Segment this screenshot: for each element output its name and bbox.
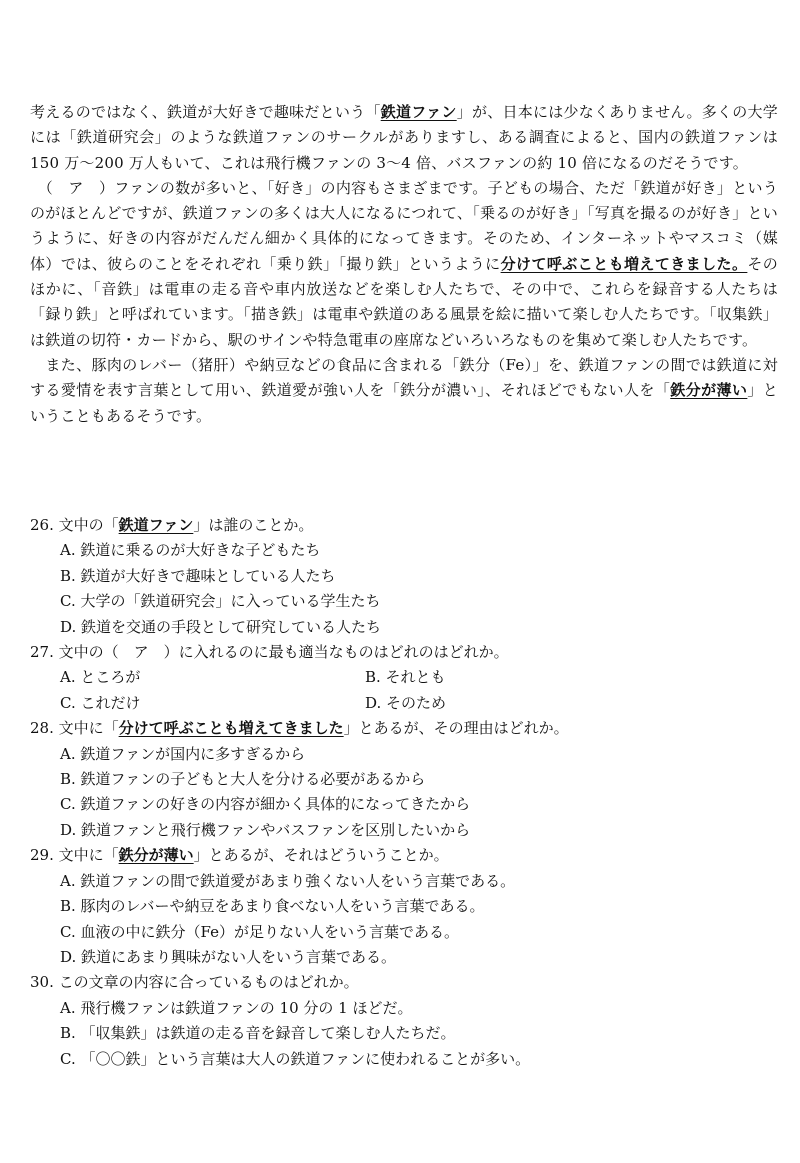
passage-text: そのほかに、「音鉄」は電車の走る音や車内放送などを楽しむ人たちで、その中で、これらを録音する人たちは「録り鉄」と呼ばれています。「描き鉄」は電車や鉄道のある風景を絵に描いて楽しむ人たちです。「収集鉄」は鉄道の切符・カードから、駅のサインや特急電車の座席などいろいろなものを集めて楽しむ人たちです。 (30, 254, 778, 349)
answer-option-b[interactable]: B. 「収集鉄」は鉄道の走る音を録音して楽しむ人たちだ。 (60, 1024, 456, 1043)
answer-option-a[interactable]: A. ところが (60, 668, 141, 687)
question-30 (30, 970, 778, 1072)
answer-option-a[interactable]: A. 鉄道ファンが国内に多すぎるから (60, 744, 306, 763)
question-stem (30, 716, 778, 741)
answer-option-c[interactable]: C. 大学の「鉄道研究会」に入っている学生たち (60, 592, 381, 611)
answer-option-b[interactable]: B. それとも (365, 668, 446, 687)
question-list (30, 513, 778, 1072)
answer-option-d[interactable]: D. そのため (365, 693, 447, 712)
question-stem (30, 843, 778, 868)
answer-option-a[interactable]: A. 鉄道に乗るのが大好きな子どもたち (60, 541, 321, 560)
answer-option-a[interactable]: A. 鉄道ファンの間で鉄道愛があまり強くない人をいう言葉である。 (60, 871, 516, 890)
underlined-phrase-tetsubun-ga-usui: 鉄分が薄い (670, 381, 748, 400)
question-stem: 30. この文章の内容に合っているものはどれか。 (30, 973, 359, 992)
passage-text: 」ということもあるそうです。 (30, 381, 778, 425)
passage-text: 」が、日本には少なくありません。多くの大学には「鉄道研究会」のような鉄道ファンのサークルがありますし、ある調査によると、国内の鉄道ファンは 150 万〜200 万人もいて、これは飛行機ファンの 3〜4 倍、バスファンの約 10 倍になるのだそうです。 (30, 103, 778, 172)
question-27 (30, 640, 778, 716)
answer-option-d[interactable]: D. 鉄道にあまり興味がない人をいう言葉である。 (60, 947, 397, 966)
question-28 (30, 716, 778, 843)
answer-option-c[interactable]: C. これだけ (60, 693, 141, 712)
answer-option-a[interactable]: A. 飛行機ファンは鉄道ファンの 10 分の 1 ほどだ。 (60, 998, 413, 1017)
stem-underlined-text: 鉄分が薄い (118, 846, 194, 865)
passage-paragraph-3 (30, 353, 778, 429)
passage-text: 考えるのではなく、鉄道が大好きで趣味だという「 (30, 103, 381, 121)
passage-text: また、豚肉のレバー（猪肝）や納豆などの食品に含まれる「鉄分（Fe）」を、鉄道ファンの間では鉄道に対する愛情を表す言葉として用い、鉄道愛が強い人を「鉄分が濃い」、それほどでもない人を「 (30, 355, 778, 400)
answer-option-b[interactable]: B. 鉄道が大好きで趣味としている人たち (60, 566, 336, 585)
question-stem (30, 513, 778, 538)
stem-text: 」は誰のことか。 (193, 516, 314, 534)
stem-text: 26. 文中の「 (30, 516, 119, 534)
stem-underlined-text: 鉄道ファン (118, 516, 194, 534)
answer-option-c[interactable]: C. 「〇〇鉄」という言葉は大人の鉄道ファンに使われることが多い。 (60, 1049, 531, 1068)
question-stem: 27. 文中の（ ア ）に入れるのに最も適当なものはどれのはどれか。 (30, 643, 509, 662)
stem-text: 」とあるが、それはどういうことか。 (193, 846, 449, 865)
stem-text: 」とあるが、その理由はどれか。 (343, 719, 569, 738)
answer-option-b[interactable]: B. 豚肉のレバーや納豆をあまり食べない人をいう言葉である。 (60, 897, 485, 916)
stem-text: 29. 文中に「 (30, 846, 119, 865)
underlined-phrase-wakete-yobu: 分けて呼ぶことも増えてきました。 (500, 254, 748, 273)
answer-option-d[interactable]: D. 鉄道ファンと飛行機ファンやバスファンを区別したいから (60, 820, 471, 839)
passage-paragraph-2 (30, 176, 778, 353)
question-26 (30, 513, 778, 640)
passage-text: （ ア ）ファンの数が多いと、「好き」の内容もさまざまです。子どもの場合、ただ「鉄道が好き」というのがほとんどですが、鉄道ファンの多くは大人になるにつれて、「乗るのが好き」「写真を撮るのが好き」というように、好きの内容がだんだん細かく具体的になってきます。そのため、インターネットやマスコミ（媒体）では、彼らのことをそれぞれ「乗り鉄」「撮り鉄」というように (30, 178, 778, 273)
reading-passage (30, 100, 778, 429)
answer-option-c[interactable]: C. 鉄道ファンの好きの内容が細かく具体的になってきたから (60, 795, 471, 814)
passage-paragraph-1 (30, 100, 778, 176)
answer-options-grid (30, 665, 778, 716)
underlined-phrase-tetsudo-fan: 鉄道ファン (380, 103, 457, 121)
stem-text: 28. 文中に「 (30, 719, 119, 738)
answer-option-d[interactable]: D. 鉄道を交通の手段として研究している人たち (60, 617, 382, 636)
question-29 (30, 843, 778, 970)
answer-option-c[interactable]: C. 血液の中に鉄分（Fe）が足りない人をいう言葉である。 (60, 922, 459, 941)
stem-underlined-text: 分けて呼ぶことも増えてきました (118, 719, 344, 738)
answer-option-b[interactable]: B. 鉄道ファンの子どもと大人を分ける必要があるから (60, 770, 426, 789)
